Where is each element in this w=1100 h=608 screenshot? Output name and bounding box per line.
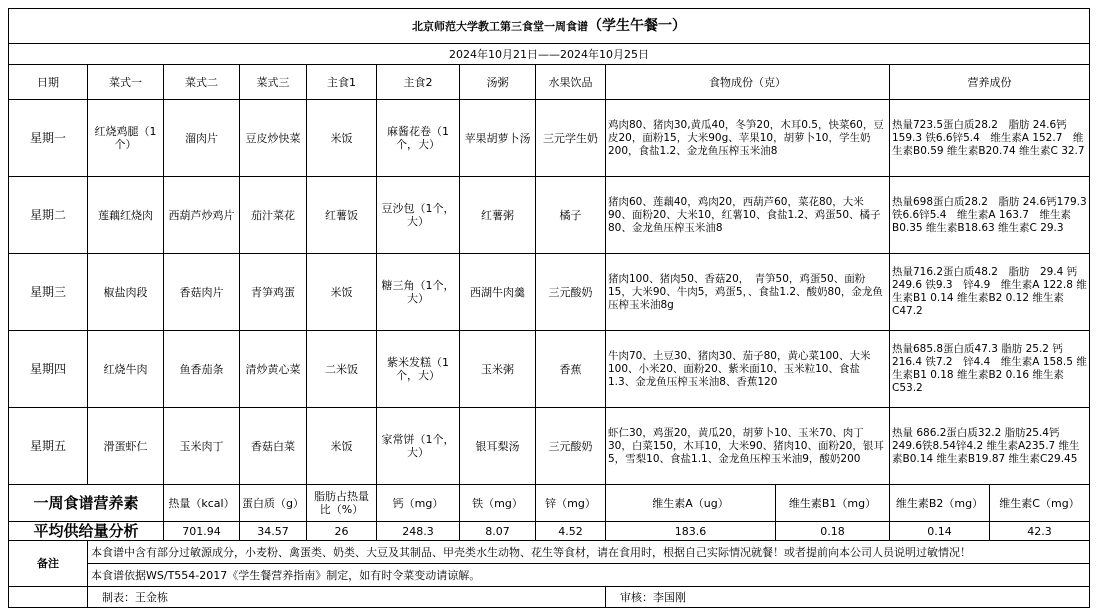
- day-cell: 星期一: [9, 100, 88, 177]
- dish2-cell: 溜肉片: [164, 100, 240, 177]
- notes-row: [9, 541, 1090, 564]
- dish3-cell: 青笋鸡蛋: [240, 254, 307, 331]
- staple1-cell: 米饭: [307, 408, 377, 485]
- soup-cell: 玉米粥: [460, 331, 536, 408]
- nutrient-value-cell: 701.94: [164, 522, 240, 541]
- nutrient-value-cell: 183.6: [606, 522, 776, 541]
- fruit-cell: 三元酸奶: [536, 254, 606, 331]
- header-cell: 主食2: [377, 65, 460, 100]
- nutrient-value-cell: 8.07: [460, 522, 536, 541]
- nutrient-header-cell: 热量（kcal）: [164, 485, 240, 522]
- dish3-cell: 清炒黄心菜: [240, 331, 307, 408]
- allergen-note: 本食谱中含有部分过敏源成分，小麦粉、禽蛋类、奶类、大豆及其制品、甲壳类水生动物、花生等食材，请在食用时，根据自己实际情况就餐！或者提前向本公司人员说明过敏情况！: [88, 541, 1090, 564]
- day-cell: 星期三: [9, 254, 88, 331]
- ingredients-cell: 猪肉60、莲藕40，鸡肉20，西葫芦60，菜花80，大米90、面粉20、大米10，红薯10、食盐1.2、鸡蛋50、橘子80、金龙鱼压榨玉米油8: [606, 177, 890, 254]
- staple2-cell: 糖三角（1个，大）: [377, 254, 460, 331]
- staple2-cell: 豆沙包（1个，大）: [377, 177, 460, 254]
- dish2-cell: 香菇肉片: [164, 254, 240, 331]
- dish1-cell: 红烧牛肉: [88, 331, 164, 408]
- date-range: 2024年10月21日——2024年10月25日: [9, 44, 1090, 65]
- nutrient-header-cell: 蛋白质（g）: [240, 485, 307, 522]
- dish2-cell: 鱼香茄条: [164, 331, 240, 408]
- dish1-cell: 椒盐肉段: [88, 254, 164, 331]
- empty-cell: [9, 587, 88, 608]
- notes-row: [9, 564, 1090, 587]
- nutrition-cell: 热量723.5蛋白质28.2 脂肪 24.6钙159.3 铁6.6锌5.4 维生素A 152.7 维生素B0.59 维生素B20.74 维生素C 32.7: [890, 100, 1090, 177]
- header-row: [9, 65, 1090, 100]
- staple2-cell: 紫米发糕（1个，大）: [377, 331, 460, 408]
- ingredients-cell: 虾仁30，鸡蛋20，黄瓜20，胡萝卜10、玉米70、肉丁30，白菜150，木耳10，大米90、猪肉10、面粉20，银耳5，雪梨10、食盐1.1、金龙鱼压榨玉米油9，酸奶200: [606, 408, 890, 485]
- header-cell: 菜式一: [88, 65, 164, 100]
- nutrition-cell: 热量 686.2蛋白质32.2 脂肪25.4钙249.6铁8.54锌4.2 维生素A235.7 维生素B0.14 维生素B19.87 维生素C29.45: [890, 408, 1090, 485]
- ingredients-cell: 猪肉100、猪肉50、香菇20， 青笋50，鸡蛋50、面粉15，大米90、牛肉5，鸡蛋5，、食盐1.2、酸奶80，金龙鱼压榨玉米油8g: [606, 254, 890, 331]
- header-cell: 营养成份: [890, 65, 1090, 100]
- fruit-cell: 橘子: [536, 177, 606, 254]
- menu-table: [8, 8, 1090, 608]
- nutrient-value-cell: 248.3: [377, 522, 460, 541]
- nutrient-value-cell: 34.57: [240, 522, 307, 541]
- soup-cell: 苹果胡萝卜汤: [460, 100, 536, 177]
- nutrient-value-cell: 0.18: [776, 522, 890, 541]
- guideline-note: 本食谱依据WS/T554-2017《学生餐营养指南》制定，如有时令菜变动请谅解。: [88, 564, 1090, 587]
- header-cell: 菜式三: [240, 65, 307, 100]
- header-cell: 主食1: [307, 65, 377, 100]
- staple1-cell: 红薯饭: [307, 177, 377, 254]
- menu-title-sub: （学生午餐一）: [588, 17, 686, 34]
- table-row: [9, 100, 1090, 177]
- ingredients-cell: 鸡肉80、猪肉30,黄瓜40，冬笋20，木耳0.5，快菜60，豆皮20，面粉15，大米90g、苹果10，胡萝卜10，学生奶200，食盐1.2、金龙鱼压榨玉米油8: [606, 100, 890, 177]
- weekly-nutrient-header-row: [9, 485, 1090, 522]
- soup-cell: 西湖牛肉羹: [460, 254, 536, 331]
- nutrient-header-cell: 维生素B1（mg）: [776, 485, 890, 522]
- fruit-cell: 香蕉: [536, 331, 606, 408]
- reviewer-signature: 审核：李国刚: [606, 587, 1090, 608]
- header-cell: 汤粥: [460, 65, 536, 100]
- soup-cell: 银耳梨汤: [460, 408, 536, 485]
- staple2-cell: 家常饼（1个，大）: [377, 408, 460, 485]
- nutrient-header-cell: 维生素C（mg）: [990, 485, 1090, 522]
- day-cell: 星期五: [9, 408, 88, 485]
- header-cell: 食物成份（克）: [606, 65, 890, 100]
- notes-label: 备注: [9, 541, 88, 587]
- header-cell: 水果饮品: [536, 65, 606, 100]
- nutrition-cell: 热量685.8蛋白质47.3 脂肪 25.2 钙216.4 铁7.2 锌4.4 维生素A 158.5 维生素B1 0.18 维生素B2 0.16 维生素C53.2: [890, 331, 1090, 408]
- dish3-cell: 豆皮炒快菜: [240, 100, 307, 177]
- staple1-cell: 米饭: [307, 100, 377, 177]
- header-cell: 日期: [9, 65, 88, 100]
- dish1-cell: 莲藕红烧肉: [88, 177, 164, 254]
- dish3-cell: 香菇白菜: [240, 408, 307, 485]
- weekly-nutrient-label: 一周食谱营养素: [9, 485, 164, 522]
- nutrient-header-cell: 脂肪占热量比（%）: [307, 485, 377, 522]
- nutrient-value-cell: 26: [307, 522, 377, 541]
- dish1-cell: 滑蛋虾仁: [88, 408, 164, 485]
- nutrition-cell: 热量716.2蛋白质48.2 脂肪 29.4 钙249.6 铁9.3 锌4.9 维生素A 122.8 维生素B1 0.14 维生素B2 0.12 维生素C47.2: [890, 254, 1090, 331]
- nutrient-value-cell: 42.3: [990, 522, 1090, 541]
- staple2-cell: 麻酱花卷（1个，大）: [377, 100, 460, 177]
- dish1-cell: 红烧鸡腿（1个）: [88, 100, 164, 177]
- table-row: [9, 254, 1090, 331]
- table-row: [9, 408, 1090, 485]
- dish2-cell: 玉米肉丁: [164, 408, 240, 485]
- nutrient-header-cell: 锌（mg）: [536, 485, 606, 522]
- nutrient-header-cell: 维生素A（ug）: [606, 485, 776, 522]
- signature-row: [9, 587, 1090, 608]
- fruit-cell: 三元酸奶: [536, 408, 606, 485]
- day-cell: 星期四: [9, 331, 88, 408]
- menu-title: [9, 9, 1090, 44]
- average-supply-row: [9, 522, 1090, 541]
- maker-signature: 制表：王金栋: [88, 587, 606, 608]
- table-row: [9, 331, 1090, 408]
- soup-cell: 红薯粥: [460, 177, 536, 254]
- fruit-cell: 三元学生奶: [536, 100, 606, 177]
- staple1-cell: 米饭: [307, 254, 377, 331]
- menu-title-main: 北京师范大学教工第三食堂一周食谱: [412, 19, 588, 33]
- nutrition-cell: 热量698蛋白质28.2 脂肪 24.6钙179.3 铁6.6锌5.4 维生素A 163.7 维生素B0.35 维生素B18.63 维生素C 29.3: [890, 177, 1090, 254]
- header-cell: 菜式二: [164, 65, 240, 100]
- nutrient-header-cell: 铁（mg）: [460, 485, 536, 522]
- average-supply-label: 平均供给量分析: [9, 522, 164, 541]
- nutrient-header-cell: 钙（mg）: [377, 485, 460, 522]
- ingredients-cell: 牛肉70、土豆30、猪肉30、茄子80，黄心菜100、大米100、小米20、面粉20、紫米面10、玉米粒10、食盐1.3、金龙鱼压榨玉米油8、香蕉120: [606, 331, 890, 408]
- nutrient-value-cell: 4.52: [536, 522, 606, 541]
- dish3-cell: 茄汁菜花: [240, 177, 307, 254]
- day-cell: 星期二: [9, 177, 88, 254]
- dish2-cell: 西葫芦炒鸡片: [164, 177, 240, 254]
- staple1-cell: 二米饭: [307, 331, 377, 408]
- nutrient-header-cell: 维生素B2（mg）: [890, 485, 990, 522]
- table-row: [9, 177, 1090, 254]
- nutrient-value-cell: 0.14: [890, 522, 990, 541]
